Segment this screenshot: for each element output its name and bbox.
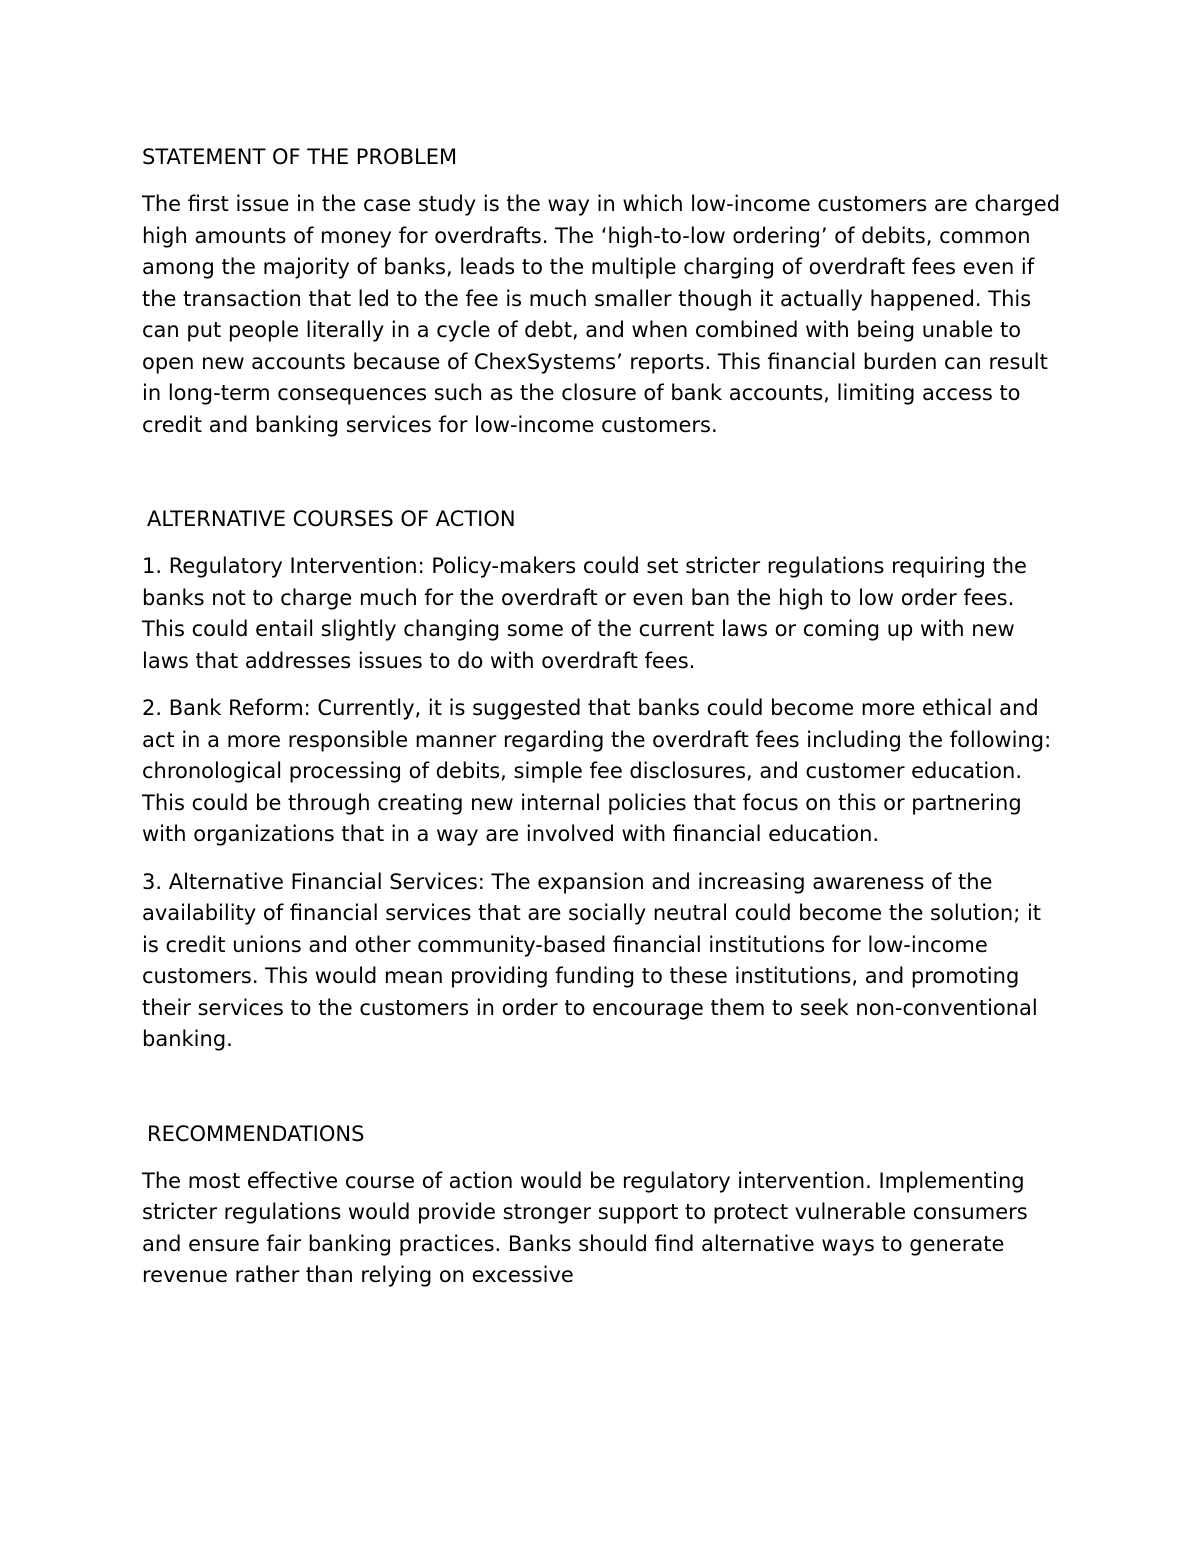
alternative-item-2: 2. Bank Reform: Currently, it is suggested that banks could become more ethical and act in a more responsible manner regarding the overdraft fees including the following: chronological processing of debits, simple fee disclosures, and customer education. This could be through creating new internal policies that focus on this or partnering with organizations that in a way are involved with financial education.: [142, 696, 1052, 846]
recommendations-paragraph: The most effective course of action would be regulatory intervention. Implementing stricter regulations would provide stronger support to protect vulnerable consumers and ensure fair banking practices. Banks should find alternative ways to generate revenue rather than relying on excessive: [142, 1168, 1028, 1287]
statement-heading: STATEMENT OF THE PROBLEM: [142, 145, 458, 169]
alternatives-section: [142, 504, 1062, 1056]
alternative-item-1: 1. Regulatory Intervention: Policy-makers could set stricter regulations requiring the banks not to charge much for the overdraft or even ban the high to low order fees. This could entail slightly changing some of the current laws or coming up with new laws that addresses issues to do with overdraft fees.: [142, 554, 1027, 673]
recommendations-section: [142, 1119, 1062, 1292]
recommendations-heading: RECOMMENDATIONS: [147, 1121, 365, 1146]
statement-paragraph: The first issue in the case study is the way in which low-income customers are charged high amounts of money for overdrafts. The ‘high-to-low ordering’ of debits, common among the majority of banks, leads to the multiple charging of overdraft fees even if the transaction that led to the fee is much smaller though it actually happened. This can put people literally in a cycle of debt, and when combined with being unable to open new accounts because of ChexSystems’ reports. This financial burden can result in long-term consequences such as the closure of bank accounts, limiting access to credit and banking services for low-income customers.: [142, 192, 1061, 437]
document-page: [142, 142, 1062, 1308]
statement-section: [142, 142, 1062, 441]
alternatives-heading: ALTERNATIVE COURSES OF ACTION: [147, 507, 516, 531]
alternative-item-3: 3. Alternative Financial Services: The expansion and increasing awareness of the availability of financial services that are socially neutral could become the solution; it is credit unions and other community-based financial institutions for low-income customers. This would mean providing funding to these institutions, and promoting their services to the customers in order to encourage them to seek non-conventional banking.: [142, 869, 1042, 1051]
